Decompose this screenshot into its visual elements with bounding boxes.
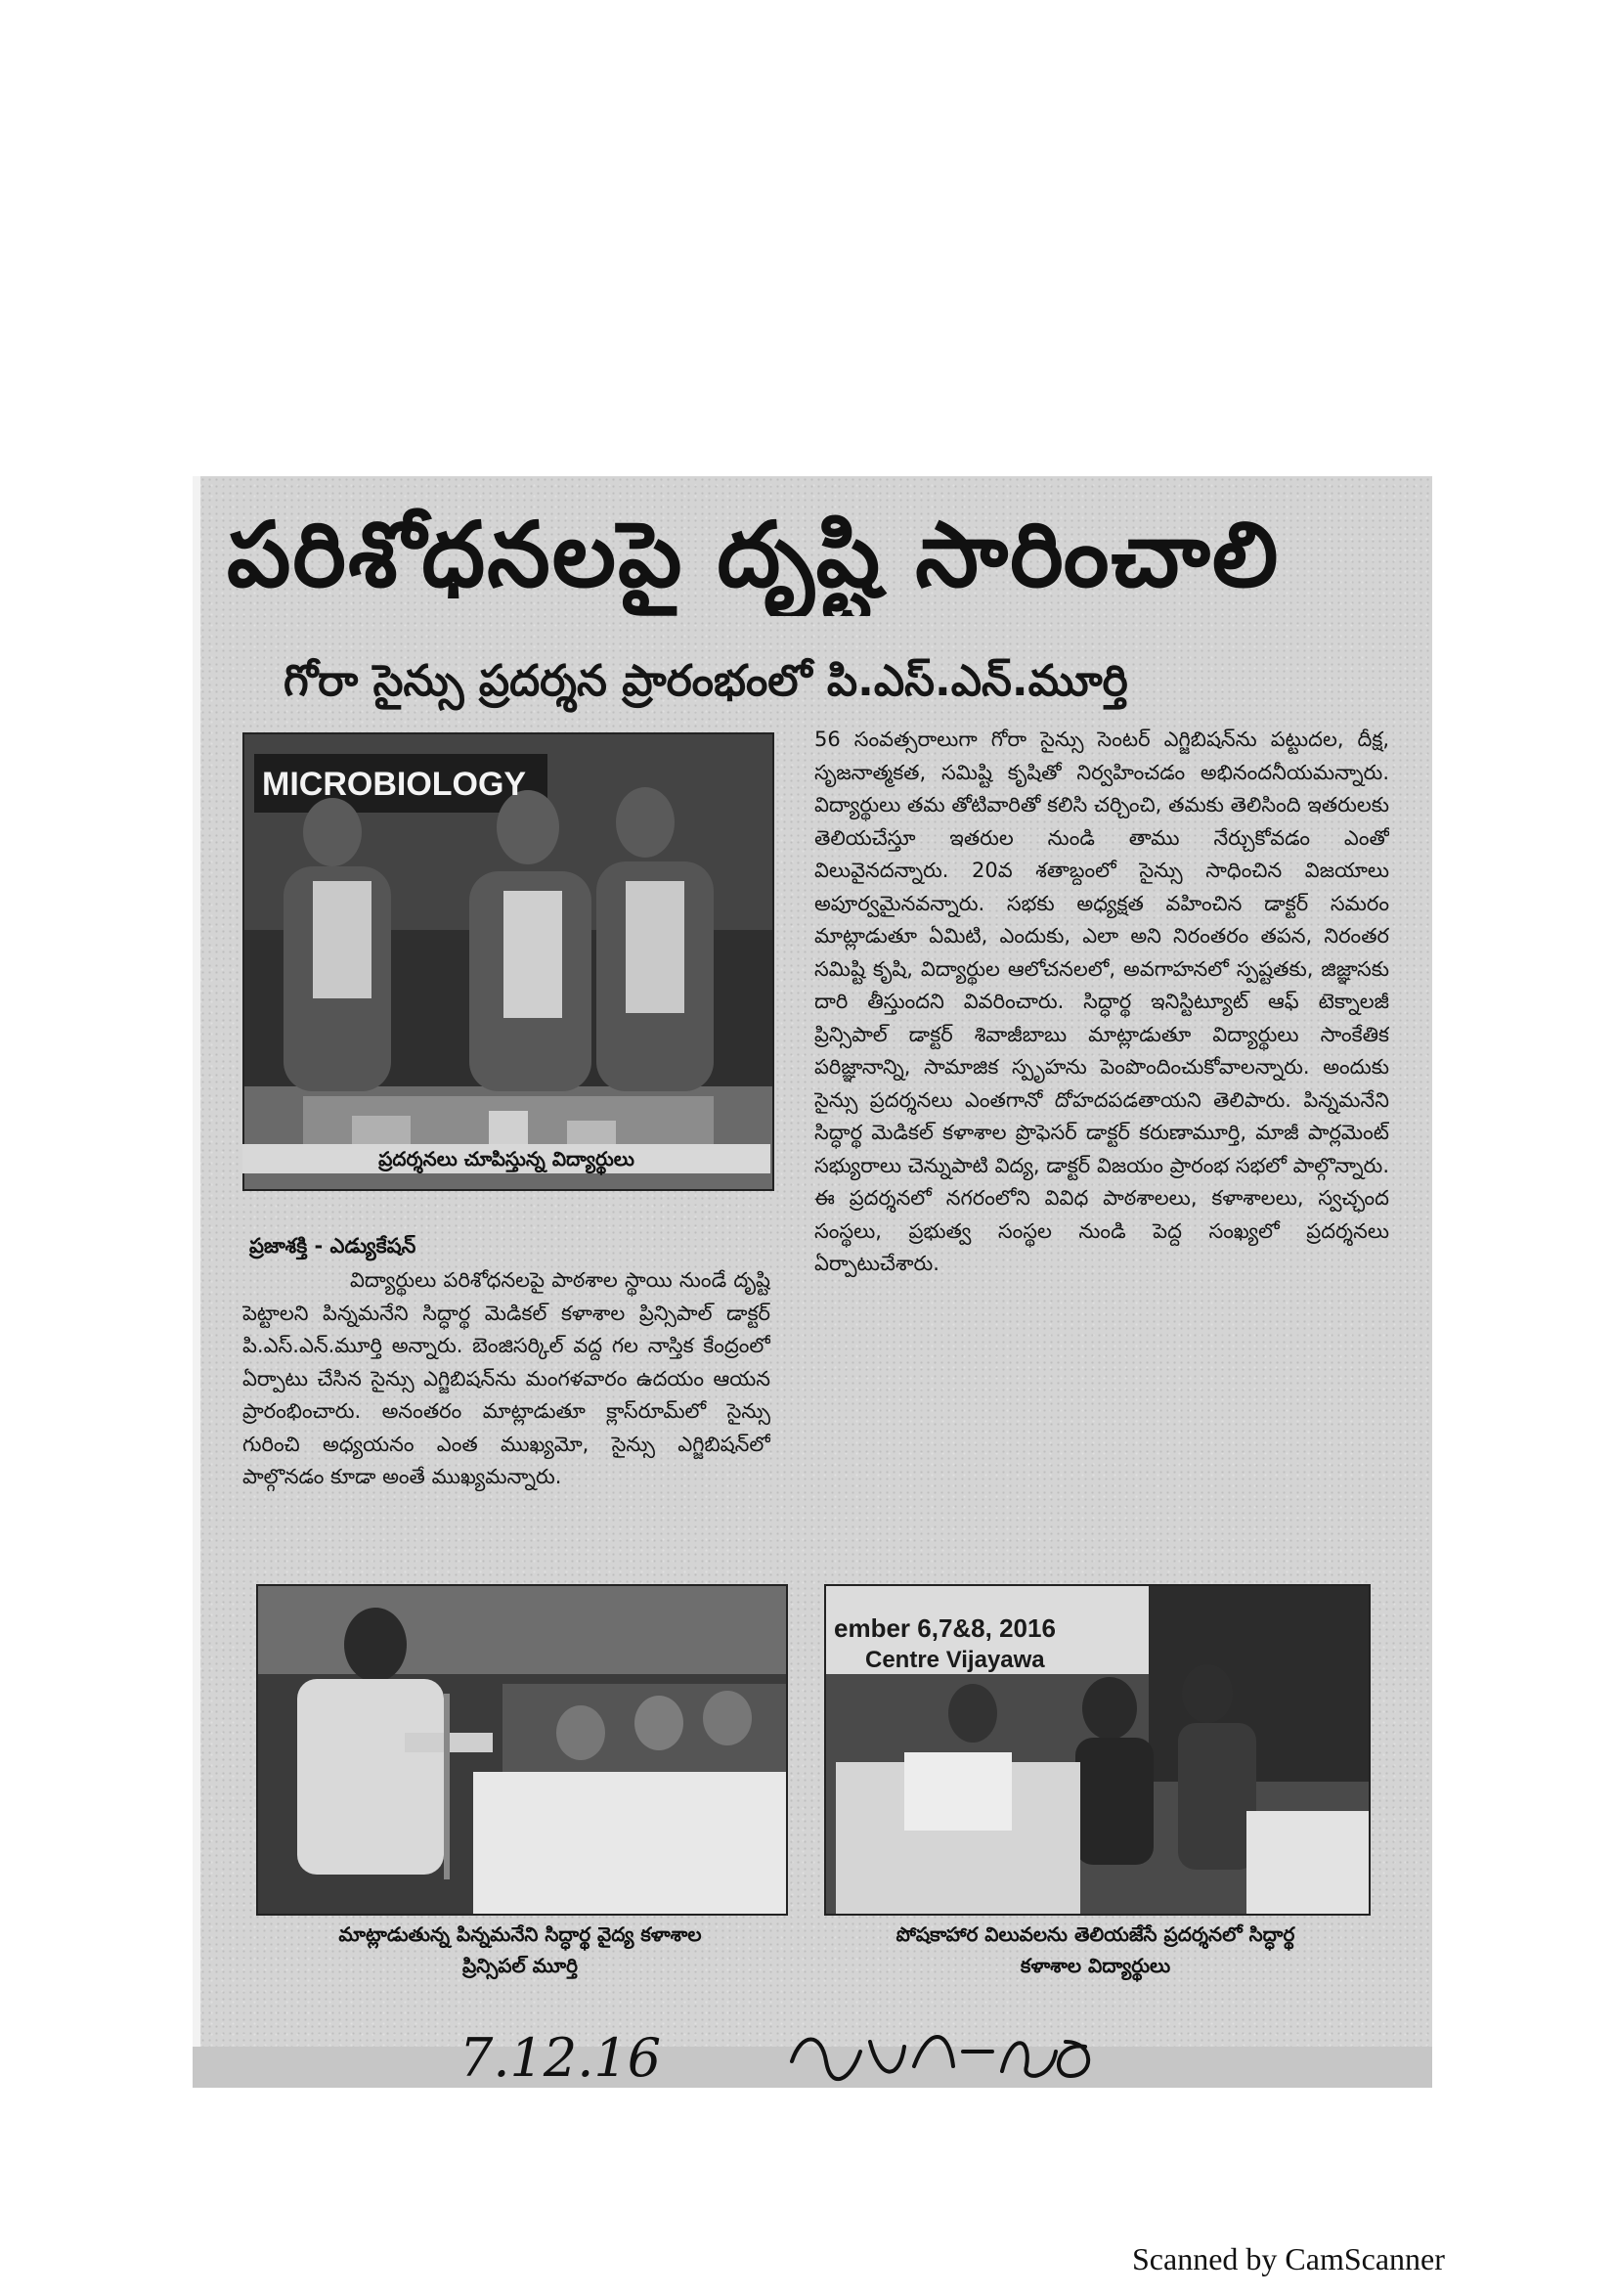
bottom-right-caption-line2: కళాశాల విద్యార్థులు [1020,1954,1171,1977]
article-body-left [242,1264,770,1577]
dateline: ప్రజాశక్తి - ఎడ్యుకేషన్ [249,1234,416,1258]
article-subheadline: గోరా సైన్సు ప్రదర్శన ప్రారంభంలో పి.ఎస్.ఎన్.మూర్తి [284,656,1128,706]
microbiology-sign: MICROBIOLOGY [262,766,527,803]
clipping-edge [193,476,200,2088]
photo-students-exhibit [242,732,774,1191]
article-headline: పరిశోధనలపై దృష్టి సారించాలి [227,503,1281,607]
bottom-left-caption-line2: ప్రిన్సిపల్ మూర్తి [461,1954,579,1977]
article-body-right [814,724,1389,1565]
bottom-left-caption-line1: మాట్లాడుతున్న పిన్నమనేని సిద్ధార్థ వైద్య కళాశాల [338,1922,702,1946]
event-banner-line2: Centre Vijayawa [865,1647,1045,1673]
bottom-right-caption [824,1919,1367,1981]
event-banner-line1: ember 6,7&8, 2016 [834,1613,1056,1643]
right-column-paragraph: 56 సంవత్సరాలుగా గోరా సైన్సు సెంటర్ ఎగ్జిబిషన్‌ను పట్టుదల, దీక్ష, సృజనాత్మకత, సమిష్టి కృషితో నిర్వహించడం అభినందనీయమన్నారు. విద్యార్థులు తమ తోటివారితో కలిసి చర్చించి, తమకు తెలిసింది ఇతరులకు తెలియచేస్తూ ఇతరుల నుండి తాము నేర్చుకోవడం ఎంతో విలువైనదన్నారు. 20వ శతాబ్దంలో సైన్సు సాధించిన విజయాలు అపూర్వమైనవన్నారు. సభకు అధ్యక్షత వహించిన డాక్టర్ సమరం మాట్లాడుతూ ఏమిటి, ఎందుకు, ఎలా అని నిరంతరం తపన, నిరంతర సమిష్టి కృషి, విద్యార్థుల ఆలోచనలలో, అవగాహనలో స్పష్టతకు, జిజ్ఞాసకు దారి తీస్తుందని వివరించారు. సిద్ధార్థ ఇనిస్టిట్యూట్ ఆఫ్ టెక్నాలజీ ప్రిన్సిపాల్ డాక్టర్ శివాజీబాబు మాట్లాడుతూ విద్యార్థులు సాంకేతిక పరిజ్ఞానాన్ని, సామాజిక స్పృహను పెంపొందించుకోవాలన్నారు. అందుకు సైన్సు ప్రదర్శనలు ఎంతగానో దోహదపడతాయని తెలిపారు. పిన్నమనేని సిద్ధార్థ మెడికల్ కళాశాల ప్రొఫెసర్ డాక్టర్ కరుణామూర్తి, మాజీ పార్లమెంట్ సభ్యురాలు చెన్నుపాటి విద్య, డాక్టర్ విజయం ప్రారంభ సభలో పాల్గొన్నారు. ఈ ప్రదర్శనలో నగరంలోని వివిధ పాఠశాలలు, కళాశాలలు, స్వచ్ఛంద సంస్థలు, ప్రభుత్వ సంస్థల నుండి పెద్ద సంఖ్యలో ప్రదర్శనలు ఏర్పాటుచేశారు. [814,728,1389,1275]
bottom-right-caption-line1: పోషకాహార విలువలను తెలియజేసే ప్రదర్శనలో సిద్ధార్థ [895,1922,1295,1946]
scanner-credit: Scanned by CamScanner [1132,2241,1445,2276]
photo-principal-speaking [256,1584,788,1916]
top-photo-caption: ప్రదర్శనలు చూపిస్తున్న విద్యార్థులు [242,1144,770,1173]
photo-nutrition-exhibit [824,1584,1371,1916]
left-column-paragraph: విద్యార్థులు పరిశోధనలపై పాఠశాల స్థాయి నుండే దృష్టి పెట్టాలని పిన్నమనేని సిద్ధార్థ మెడికల్ కళాశాల ప్రిన్సిపాల్ డాక్టర్ పి.ఎస్.ఎన్.మూర్తి అన్నారు. బెంజిసర్కిల్ వద్ద గల నాస్తిక కేంద్రంలో ఏర్పాటు చేసిన సైన్సు ఎగ్జిబిషన్‌ను మంగళవారం ఉదయం ఆయన ప్రారంభించారు. అనంతరం మాట్లాడుతూ క్లాస్‌రూమ్‌లో సైన్సు గురించి అధ్యయనం ఎంత ముఖ్యమో, సైన్సు ఎగ్జిబిషన్‌లో పాల్గొనడం కూడా అంతే ముఖ్యమన్నారు. [242,1268,770,1488]
photo-principal-image [258,1586,786,1914]
handwritten-signature-icon [782,2022,1114,2091]
handwritten-date: 7.12.16 [459,2027,662,2089]
bottom-left-caption [256,1919,784,1981]
